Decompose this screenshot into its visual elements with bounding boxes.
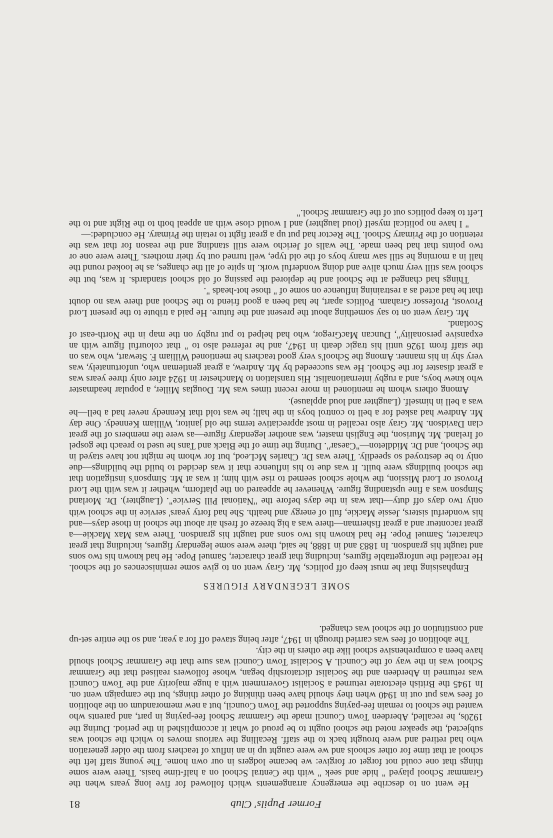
paragraph: He went on to describe the emergency arrangements which followed for five long years when the Grammar School played " hide and seek " with the Central School on a half-time basis. There were some things that one could not forget or forgive: we became lodgers in our own home. The young staff left the school at that time for other schools and we were caught up in an influx of teachers from the older generation who had retired and were brought back to the staff. Recalling the various moves to which the school was subjected, the speaker noted the school ought to be proud of what it accomplished in the period. During the 1920s, he recalled, Aberdeen Town Council made the Grammar School fee-paying in part, and parents who wanted the school to remain fee-paying supported the Town Council, but a new memorandum on the abolition of fees was put out in 1940 when they should have been thinking of other things, but the campaign went on. In 1945 the British electorate returned a Socialist Government with a huge majority and the Town Council was returned in Aberdeen and the Socialist dictatorship began, whose followers realised that the Grammar School was in the way of the Council. A Socialist Town Council was sure that the Grammar School should have been a comprehensive school like the others in the city.	[69, 644, 483, 788]
paragraph: The abolition of fees was carried through in 1947, after being staved off for a year, and so the entire set-up and constitution of the school was changed.	[69, 622, 483, 644]
paragraph: Among others whom he mentioned in more recent times was Mr. Douglas Miller, a popular headmaster who knew boys, and a rugby internationalist. His translation to Manchester in 1924 after only three years was a great disaster for the School. He was succeeded by Mr. Andrew, a great gentleman who, unfortunately, was very shy in his manner. Among the School's very good teachers he mentioned William F. Stewart, who was on the staff from 1926 until his tragic death in 1947, and he referred also to " that colourful figure with an expansive personality", Duncan MacGregor, who had helped to put rugby on the map in the North-east of Scotland.	[69, 317, 483, 395]
paragraph: Emphasising that he must keep off politics, Mr. Gray went on to give some reminiscences of the school. He recalled the unforgettable figures, including that great character, Samuel Pope. He had known his two sons and taught his grandson. In 1883 and in 1888, he said, there were some legendary figures, including that great character, Samuel Pope. He had known his two sons and taught his grandson. There was Max Mackie—a great raconteur and a great fisherman—there was a big breeze of fresh air about the school in those days—and his wonderful sisters, Jessie Mackie, full of energy and health. She had forty years' service in the school with only two days off duty—that was in the days before the "National Pill Service". (Laughter). Dr. Morland Simpson was a fine upstanding figure. Whenever he appeared on the platform, whether it was with the Lord Provost or Lord Mission, the whole school seemed to rise with him; it was at Mr. Simpson's instigation that the school buildings were built. It was due to his influence that it was decided to build the buildings—due only to be destroyed so speedily. There was Dr. Charles McLeod, but for whom he might not have stayed in the School, and Dr. Middleton—"Caesar". During the time of the Black and Tans he used to preach the gospel of Ireland. Mr. Murison, the English master, was another legendary figure—as were the members of the great clan Davidson. Mr. Gray also recalled in most appreciative terms the old janitor, William Kennedy. One day Mr. Andrew had asked for a bell to control boys in the hall; he was told that Kennedy never had a bell—he was a bell in himself. (Laughter and loud applause).	[69, 395, 483, 572]
running-header	[69, 794, 483, 810]
paragraph: " I have no political myself (loud laughter) and I would close with an appeal both to the Right and to the Left to keep politics out of the Grammar School."	[69, 207, 483, 229]
paragraph: Things had changed at the School and he deplored the passing of old school standards. It was, but the school was still very much alive and doing wonderful work. In spite of all the changes, as he looked round the hall in a morning he still saw many boys of the old type, well turned out by their mothers. There were one or two points that had been made. The walls of Jericho were still standing and the reason for that was the retention of the Primary School. The Rector had put up a great fight to retain the Primary. He concluded:—	[69, 229, 483, 284]
section-heading: SOME LEGENDARY FIGURES	[202, 581, 350, 591]
section-legendary-figures	[69, 206, 483, 572]
section-fees-history	[69, 622, 483, 788]
paragraph: Mr. Gray went on to say something about the present and the future. He paid a tribute to the present Lord Provost, Professor Graham. Politics apart, he had been a good friend to the School and there was no doubt that he had acted as a restraining influence on some of " those hot-heads ".	[69, 284, 483, 317]
header-title: Former Pupils' Club	[230, 798, 322, 810]
page-number: 81	[69, 798, 80, 810]
